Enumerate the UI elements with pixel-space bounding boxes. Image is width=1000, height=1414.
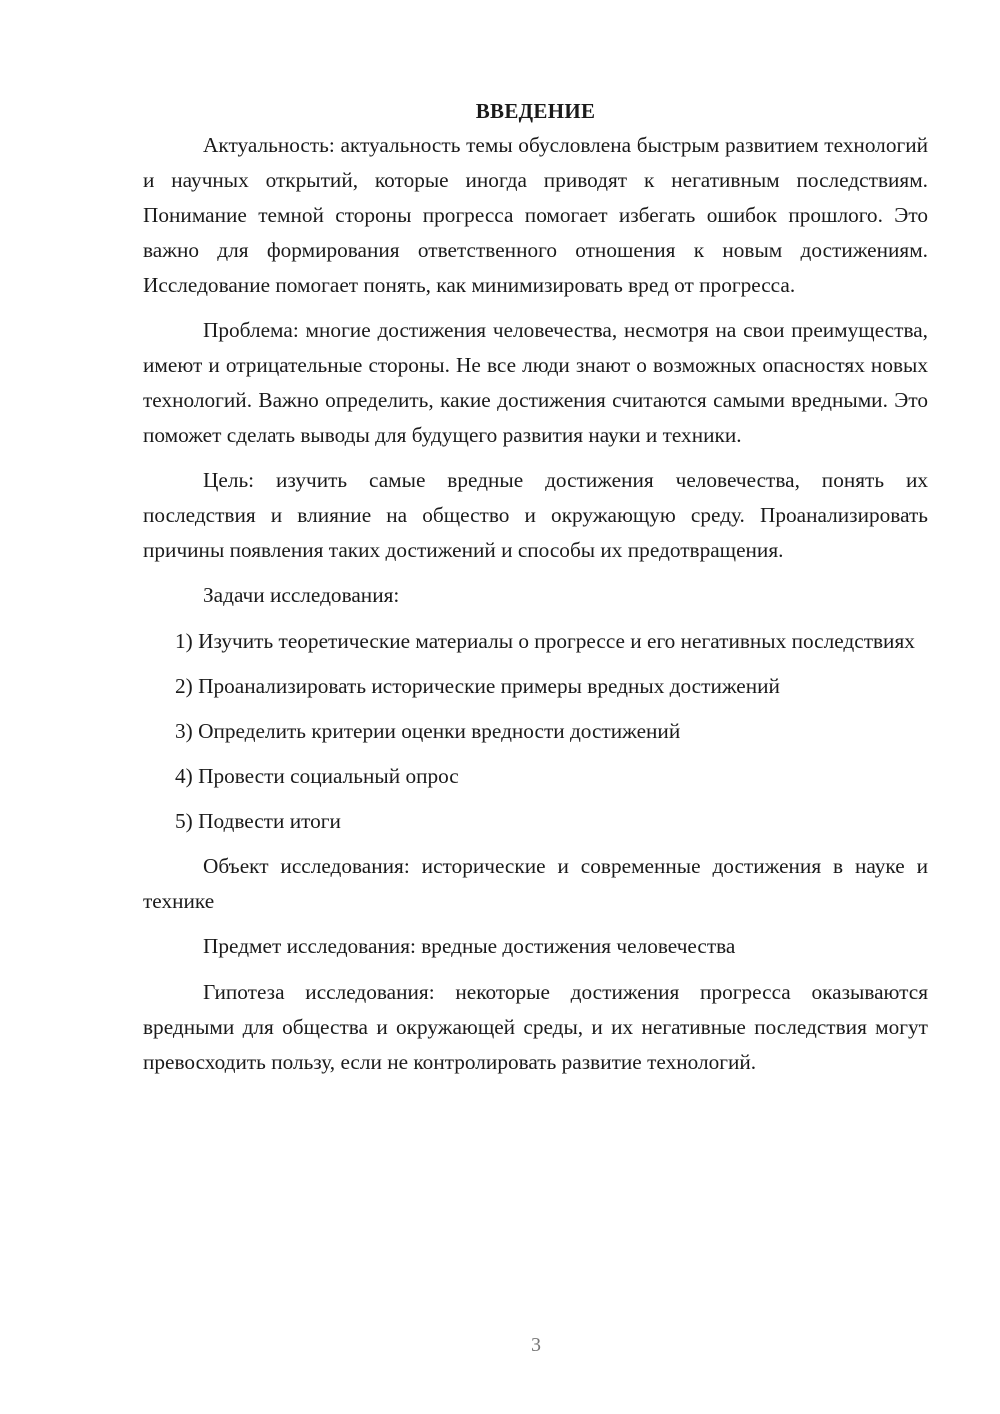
tasks-title: Задачи исследования: xyxy=(203,583,400,607)
task-item: 2) Проанализировать исторические примеры вредных достижений xyxy=(175,674,780,698)
subject-paragraph: Предмет исследования: вредные достижения человечества xyxy=(203,934,736,958)
document-page xyxy=(143,96,928,1090)
problem-paragraph: Проблема: многие достижения человечества, несмотря на свои преимущества, имеют и отрицательные стороны. Не все люди знают о возможных опасностях новых технологий. Важно определить, какие достижения считаются самыми вредными. Это поможет сделать выводы для будущего развития науки и техники. xyxy=(143,318,928,447)
task-item: 4) Провести социальный опрос xyxy=(175,764,459,788)
page-number: 3 xyxy=(531,1334,541,1356)
tasks-list xyxy=(143,624,928,839)
task-item: 5) Подвести итоги xyxy=(175,809,341,833)
hypothesis-paragraph: Гипотеза исследования: некоторые достижения прогресса оказываются вредными для общества и окружающей среды, и их негативные последствия могут превосходить пользу, если не контролировать развитие технологий. xyxy=(143,980,928,1074)
goal-paragraph: Цель: изучить самые вредные достижения человечества, понять их последствия и влияние на общество и окружающую среду. Проанализировать причины появления таких достижений и способы их предотвращения. xyxy=(143,468,928,562)
section-heading: ВВЕДЕНИЕ xyxy=(475,99,596,123)
relevance-paragraph: Актуальность: актуальность темы обусловлена быстрым развитием технологий и научных открытий, которые иногда приводят к негативным последствиям. Понимание темной стороны прогресса помогает избегать ошибок прошлого. Это важно для формирования ответственного отношения к новым достижениям. Исследование помогает понять, как минимизировать вред от прогресса. xyxy=(143,133,928,297)
task-item: 1) Изучить теоретические материалы о прогрессе и его негативных последствиях xyxy=(175,629,915,653)
task-item: 3) Определить критерии оценки вредности достижений xyxy=(175,719,681,743)
object-paragraph: Объект исследования: исторические и современные достижения в науке и технике xyxy=(143,854,928,913)
